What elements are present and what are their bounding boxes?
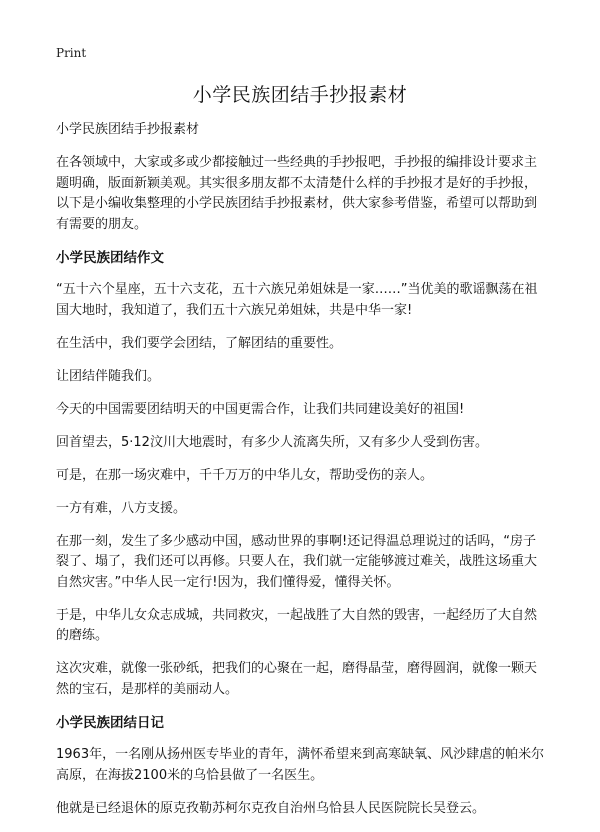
intro-paragraph: 在各领域中，大家或多或少都接触过一些经典的手抄报吧，手抄报的编排设计要求主题明确，版面新颖美观。其实很多朋友都不太清楚什么样的手抄报才是好的手抄报，以下是小编收集整理的小学民族团结手抄报素材，供大家参考借鉴，希望可以帮助到有需要的朋友。	[56, 155, 538, 232]
essay-paragraph: 在生活中，我们要学会团结，了解团结的重要性。	[56, 335, 343, 351]
essay-paragraph: 让团结伴随我们。	[56, 368, 161, 384]
essay-paragraph: 回首望去，5·12汶川大地震时，有多少人流离失所，又有多少人受到伤害。	[56, 434, 488, 450]
diary-paragraph: 他就是已经退休的原克孜勒苏柯尔克孜自治州乌恰县人民医院院长吴登云。	[56, 800, 486, 816]
article-subtitle: 小学民族团结手抄报素材	[56, 122, 200, 137]
essay-paragraph: 这次灾难，就像一张砂纸，把我们的心聚在一起，磨得晶莹，磨得圆润，就像一颗天然的宝石，是那样的美丽动人。	[56, 661, 538, 697]
essay-paragraph: 今天的中国需要团结明天的中国更需合作，让我们共同建设美好的祖国!	[56, 401, 465, 417]
essay-paragraph: 可是，在那一场灾难中，千千万万的中华儿女，帮助受伤的亲人。	[56, 467, 434, 483]
print-link[interactable]: Print	[56, 46, 87, 60]
essay-paragraph: 一方有难，八方支援。	[56, 500, 187, 516]
essay-paragraph: 于是，中华儿女众志成城，共同救灾，一起战胜了大自然的毁害，一起经历了大自然的磨练。	[56, 607, 538, 643]
article-body	[56, 120, 546, 832]
section-heading-diary: 小学民族团结日记	[56, 714, 164, 731]
page-title: 小学民族团结手抄报素材	[192, 84, 408, 106]
essay-paragraph: “五十六个星座，五十六支花，五十六族兄弟姐妹是一家……”当优美的歌谣飘荡在祖国大地时，我知道了，我们五十六族兄弟姐妹，共是中华一家!	[56, 282, 538, 318]
diary-paragraph: 1963年，一名刚从扬州医专毕业的青年，满怀希望来到高寒缺氧、风沙肆虐的帕米尔高原，在海拔2100米的乌恰县做了一名医生。	[56, 747, 545, 783]
essay-paragraph: 在那一刻，发生了多少感动中国，感动世界的事啊!还记得温总理说过的话吗，“房子裂了、塌了，我们还可以再修。只要人在，我们就一定能够渡过难关，战胜这场重大自然灾害。”中华人民一定行!因为，我们懂得爱，懂得关怀。	[56, 533, 538, 590]
section-heading-essay: 小学民族团结作文	[56, 249, 164, 266]
